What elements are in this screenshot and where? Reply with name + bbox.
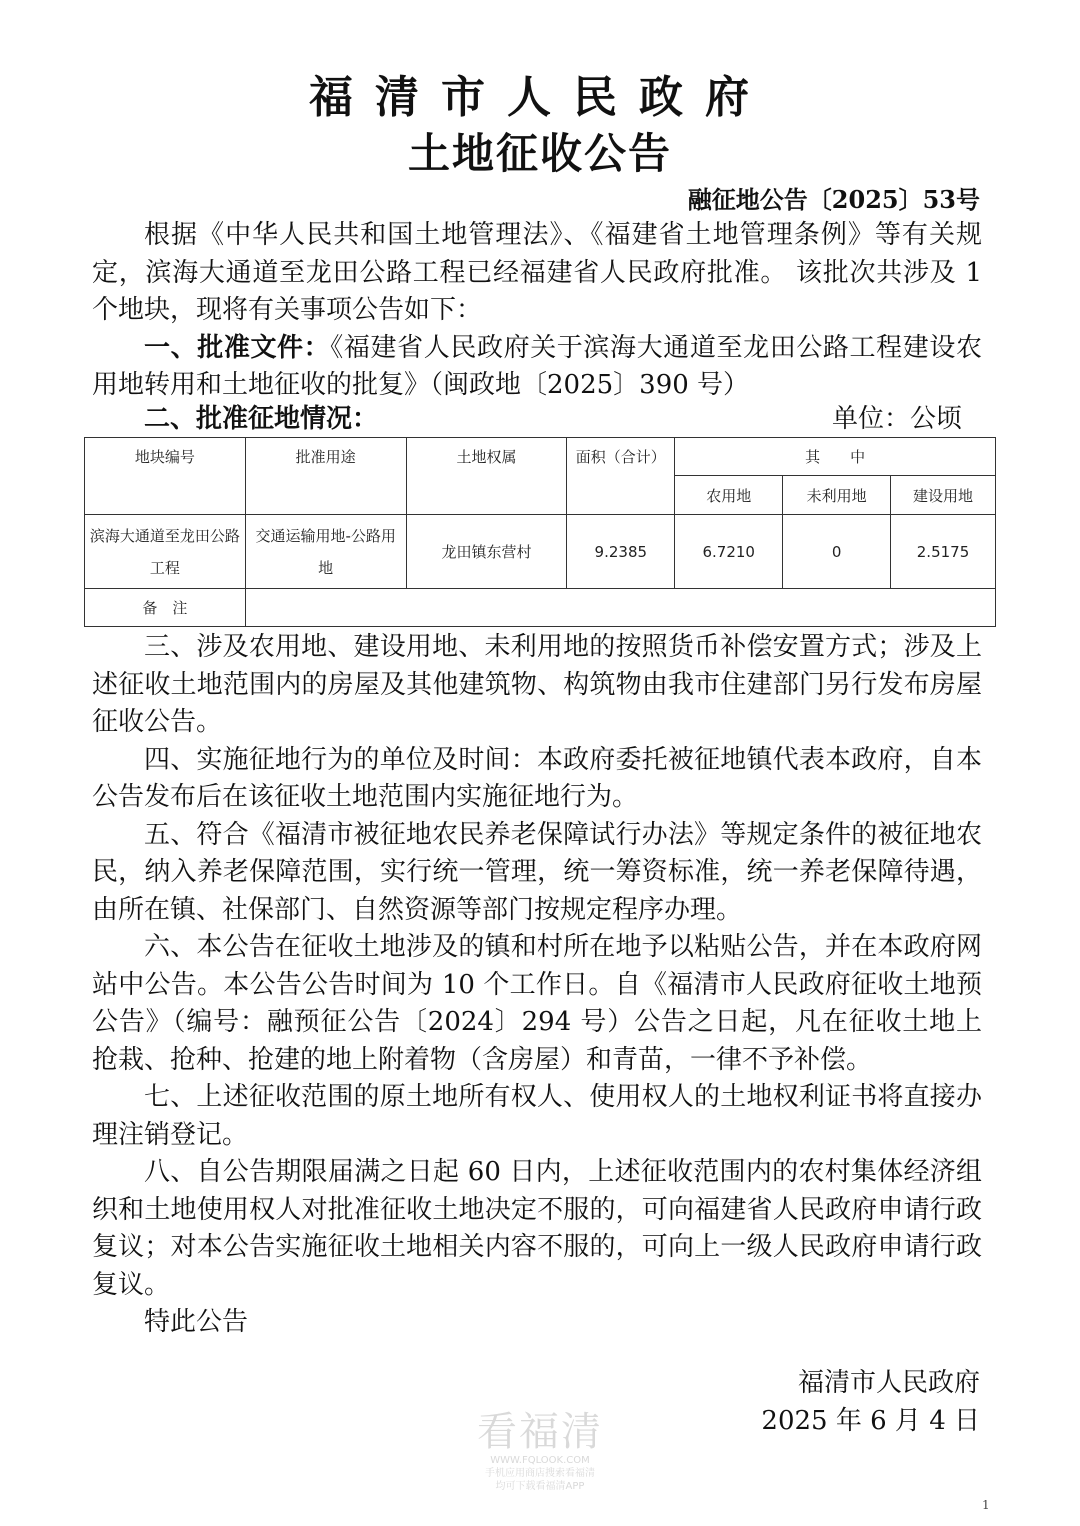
cell-parcel-no: 滨海大通道至龙田公路工程 [85, 515, 246, 589]
cell-approved-use: 交通运输用地-公路用地 [245, 515, 406, 589]
signature-date: 2025 年 6 月 4 日 [761, 1406, 980, 1436]
intro-paragraph: 根据《中华人民共和国土地管理法》、《福建省土地管理条例》等有关规定，滨海大通道至龙田公路工程已经福建省人民政府批准。 该批次共涉及 1 个地块，现将有关事项公告如下： [92, 220, 982, 325]
section-1-label: 一、批准文件： [144, 332, 331, 363]
header-unused: 未利用地 [783, 476, 891, 515]
watermark-line1: 手机应用商店搜索看福清 [485, 1468, 595, 1479]
cell-remarks-value [245, 589, 995, 627]
section-8-paragraph: 八、自公告期限届满之日起 60 日内，上述征收范围内的农村集体经济组织和土地使用权人对批准征收土地决定不服的，可向福建省人民政府申请行政复议；对本公告实施征收土地相关内容不服的，可向上一级人民政府申请行政复议。 [92, 1157, 982, 1300]
header-ownership: 土地权属 [406, 438, 567, 515]
section-1-paragraph [92, 330, 982, 405]
header-farmland: 农用地 [675, 476, 783, 515]
section-3-paragraph: 三、涉及农用地、建设用地、未利用地的按照货币补偿安置方式；涉及上述征收土地范围内的房屋及其他建筑物、构筑物由我市住建部门另行发布房屋征收公告。 [92, 632, 982, 737]
section-7-paragraph: 七、上述征收范围的原土地所有权人、使用权人的土地权利证书将直接办理注销登记。 [92, 1082, 982, 1150]
header-approved-use: 批准用途 [245, 438, 406, 515]
signature-block [761, 1364, 980, 1440]
section-5-paragraph: 五、符合《福清市被征地农民养老保障试行办法》等规定条件的被征地农民，纳入养老保障范围，实行统一管理，统一筹资标准，统一养老保障待遇，由所在镇、社保部门、自然资源等部门按规定程序办理。 [92, 819, 982, 925]
watermark-line2: 均可下载看福清APP [495, 1481, 585, 1492]
cell-farmland: 6.7210 [675, 515, 783, 589]
cell-remarks-label: 备 注 [85, 589, 246, 627]
closing-phrase: 特此公告 [144, 1307, 249, 1337]
land-acquisition-table [84, 437, 996, 627]
document-number: 融征地公告〔2025〕53号 [687, 185, 980, 214]
header-construction: 建设用地 [891, 476, 996, 515]
unit-label: 单位：公顷 [831, 404, 962, 434]
table-row [85, 515, 996, 589]
header-parcel-no: 地块编号 [85, 438, 246, 515]
watermark-site: WWW.FQLOOK.COM [490, 1455, 590, 1466]
header-of-which: 其 中 [675, 438, 996, 476]
signature-org: 福清市人民政府 [797, 1368, 980, 1398]
watermark-logo [470, 1410, 610, 1493]
remarks-row [85, 589, 996, 627]
section-4-paragraph: 四、实施征地行为的单位及时间：本政府委托被征地镇代表本政府，自本公告发布后在该征收土地范围内实施征地行为。 [92, 744, 982, 812]
document-title: 土地征收公告 [407, 129, 672, 178]
cell-area-total: 9.2385 [567, 515, 675, 589]
document-title-issuer: 福清市人民政府 [309, 72, 771, 123]
header-area-total: 面积（合计） [567, 438, 675, 515]
section-2-label: 二、批准征地情况： [144, 404, 379, 434]
cell-unused: 0 [783, 515, 891, 589]
cell-ownership: 龙田镇东营村 [406, 515, 567, 589]
intro-block [92, 217, 982, 405]
section-2-heading [92, 402, 962, 436]
cell-construction: 2.5175 [891, 515, 996, 589]
page-number: 1 [982, 1498, 990, 1512]
numbered-sections [92, 629, 982, 1342]
section-1-text: 《福建省人民政府关于滨海大通道至龙田公路工程建设农用地转用和土地征收的批复》（闽政地〔2025〕390 号） [92, 332, 982, 400]
watermark-brand: 看福清 [477, 1409, 603, 1455]
section-6-paragraph: 六、本公告在征收土地涉及的镇和村所在地予以粘贴公告，并在本政府网站中公告。本公告公告时间为 10 个工作日。自《福清市人民政府征收土地预公告》（编号：融预征公告〔2024〕294 号）公告之日起，凡在征收土地上抢栽、抢种、抢建的地上附着物（含房屋）和青苗，一律不予补偿。 [92, 932, 982, 1075]
